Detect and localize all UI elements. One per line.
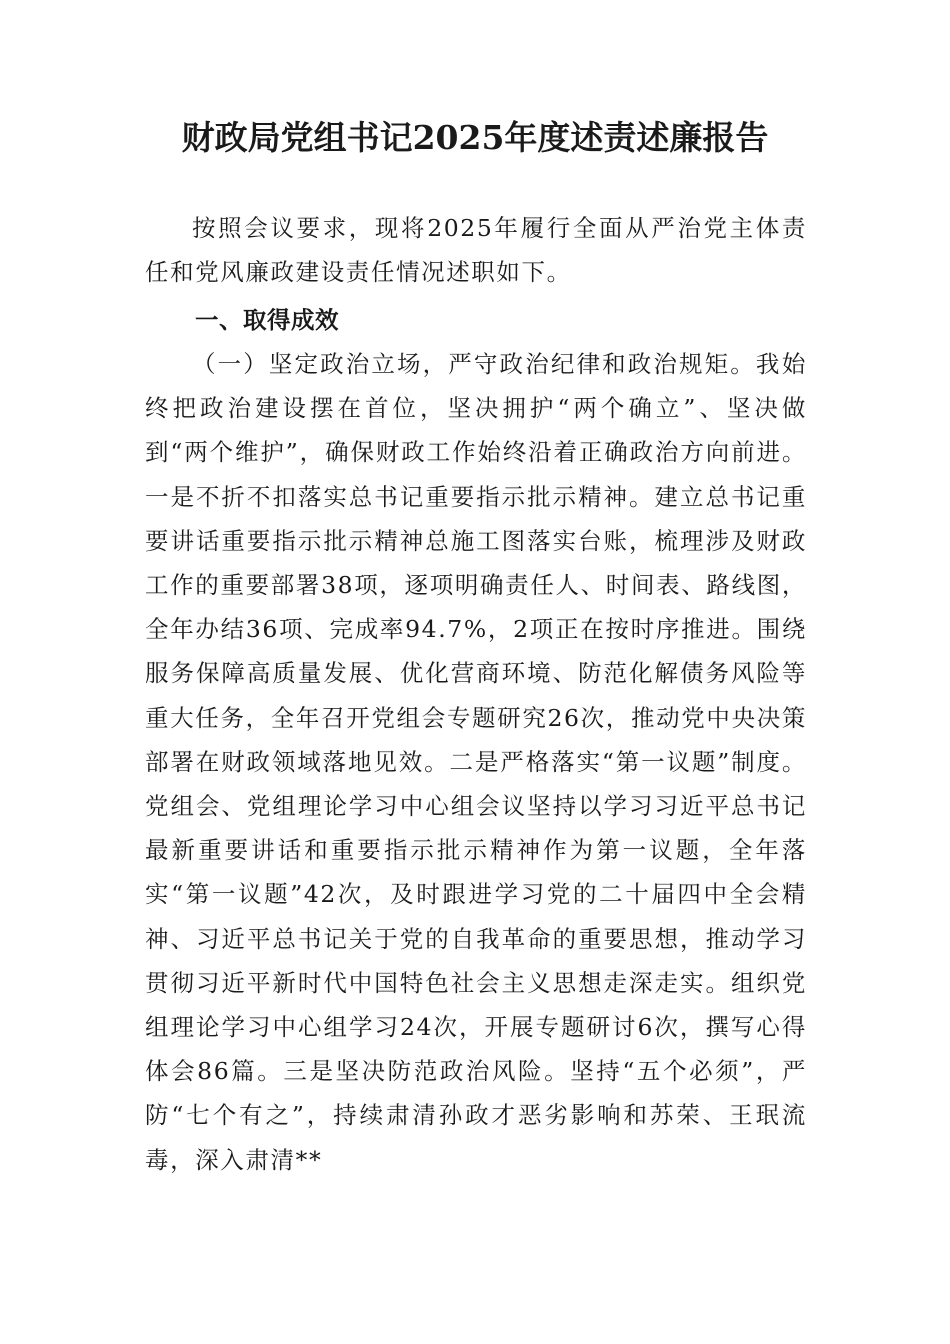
document-title: 财政局党组书记2025年度述责述廉报告 bbox=[181, 118, 769, 157]
subsection-heading: （一）坚定政治立场，严守政治纪律和政治规矩。 bbox=[192, 350, 756, 378]
section-heading: 一、取得成效 bbox=[195, 306, 339, 334]
subsection-paragraph bbox=[145, 342, 807, 1182]
intro-paragraph: 按照会议要求，现将2025年履行全面从严治党主体责任和党风廉政建设责任情况述职如下。 bbox=[145, 214, 807, 287]
subsection-body: 我始终把政治建设摆在首位，坚决拥护“两个确立”、坚决做到“两个维护”，确保财政工作始终沿着正确政治方向前进。一是不折不扣落实总书记重要指示批示精神。建立总书记重要讲话重要指示批示精神总施工图落实台账，梳理涉及财政工作的重要部署38项，逐项明确责任人、时间表、路线图，全年办结36项、完成率94.7%，2项正在按时序推进。围绕服务保障高质量发展、优化营商环境、防范化解债务风险等重大任务，全年召开党组会专题研究26次，推动党中央决策部署在财政领域落地见效。二是严格落实“第一议题”制度。党组会、党组理论学习中心组会议坚持以学习习近平总书记最新重要讲话和重要指示批示精神作为第一议题，全年落实“第一议题”42次，及时跟进学习党的二十届四中全会精神、习近平总书记关于党的自我革命的重要思想，推动学习贯彻习近平新时代中国特色社会主义思想走深走实。组织党组理论学习中心组学习24次，开展专题研讨6次，撰写心得体会86篇。三是坚决防范政治风险。坚持“五个必须”，严防“七个有之”，持续肃清孙政才恶劣影响和苏荣、王珉流毒，深入肃清** bbox=[145, 350, 808, 1174]
